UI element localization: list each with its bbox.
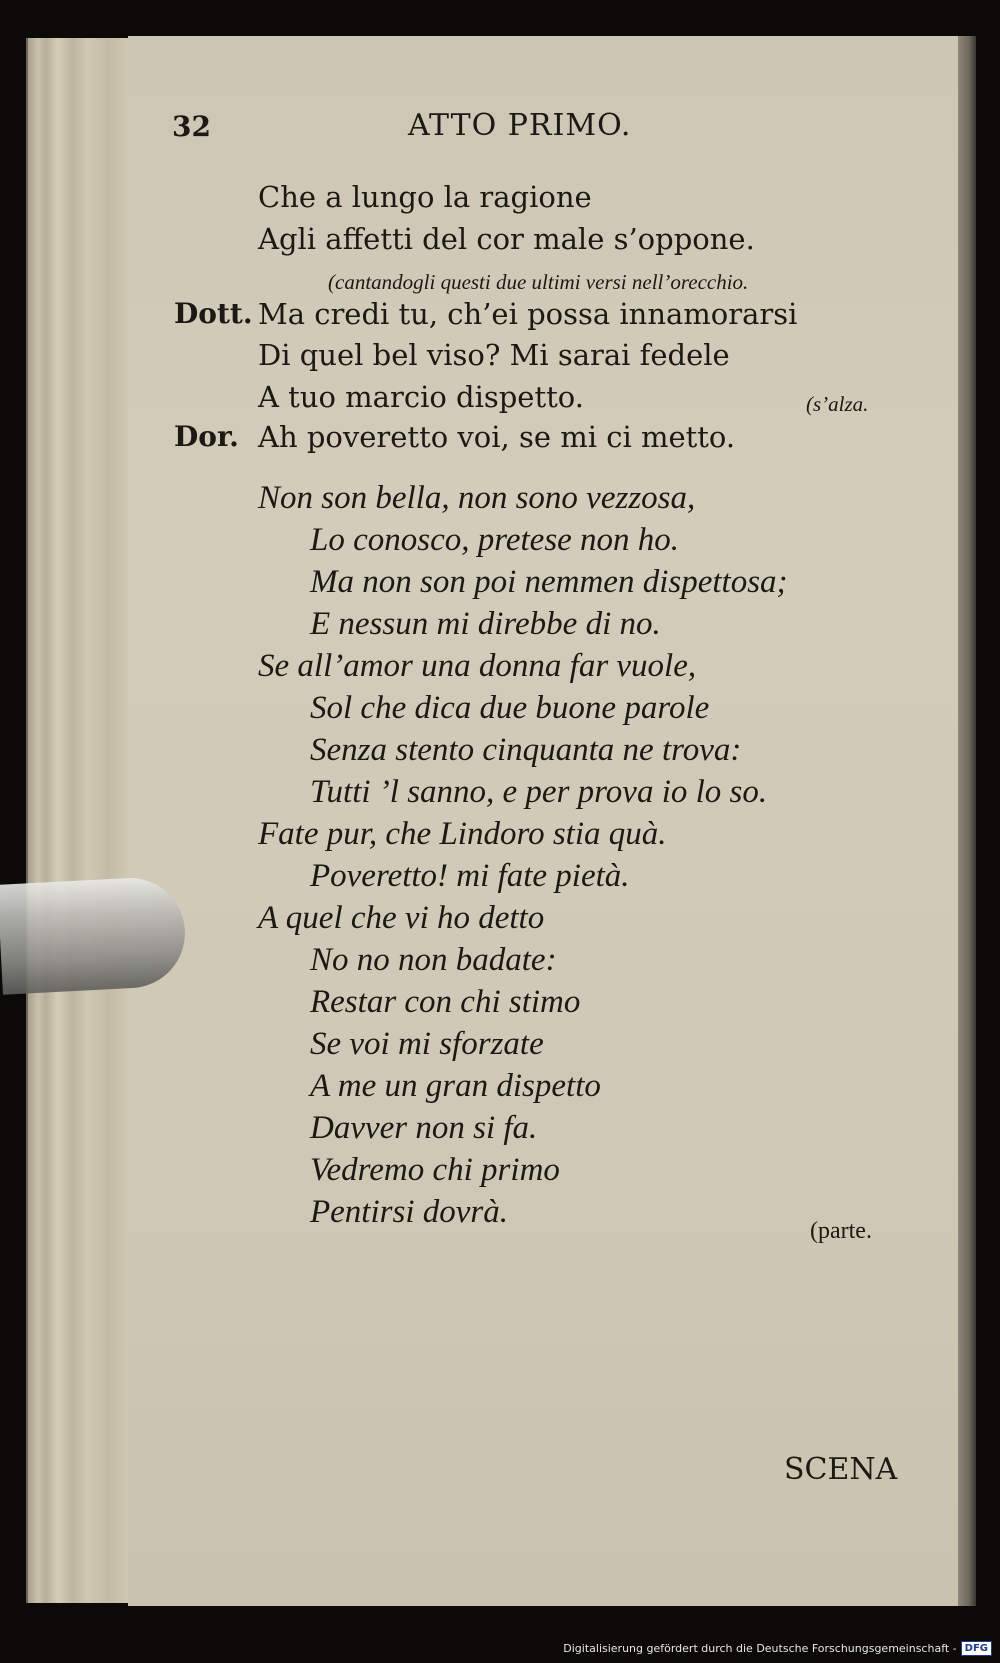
dfg-logo: DFG — [961, 1641, 992, 1656]
running-title: ATTO PRIMO. — [408, 108, 632, 143]
page-number: 32 — [172, 110, 211, 143]
aria-line: Ma non son poi nemmen dispettosa; — [310, 564, 788, 600]
bookmark-strip — [0, 875, 188, 995]
aria-line: A quel che vi ho detto — [258, 900, 545, 936]
stage-direction: (cantandogli questi due ultimi versi nell’orecchio. — [328, 270, 749, 294]
stage-direction: (s’alza. — [806, 392, 869, 416]
aria-line: Lo conosco, pretese non ho. — [310, 522, 680, 558]
aria-line: No no non badate: — [310, 942, 557, 978]
aria-line: Se voi mi sforzate — [310, 1026, 544, 1062]
verse-line: Che a lungo la ragione — [258, 180, 592, 214]
aria-line: Fate pur, che Lindoro stia quà. — [258, 816, 667, 852]
speaker-label: Dott. — [174, 297, 253, 330]
aria-line: Vedremo chi primo — [310, 1152, 560, 1188]
verse-line: Ah poveretto voi, se mi ci metto. — [258, 420, 736, 454]
aria-line: Davver non si fa. — [310, 1110, 538, 1146]
verse-line: Agli affetti del cor male s’oppone. — [258, 222, 755, 256]
verse-line: Di quel bel viso? Mi sarai fedele — [258, 338, 730, 372]
verse-line: A tuo marcio dispetto. — [258, 380, 584, 414]
page-stack-edge — [26, 38, 138, 1603]
stage-direction: (parte. — [810, 1218, 872, 1244]
aria-line: Poveretto! mi fate pietà. — [310, 858, 630, 894]
aria-line: Non son bella, non sono vezzosa, — [258, 480, 696, 516]
verse-line: Ma credi tu, ch’ei possa innamorarsi — [258, 297, 798, 331]
aria-line: Sol che dica due buone parole — [310, 690, 710, 726]
credit-text: Digitalisierung gefördert durch die Deutsche Forschungsgemeinschaft - — [563, 1641, 957, 1655]
speaker-label: Dor. — [174, 420, 239, 453]
aria-line: E nessun mi direbbe di no. — [310, 606, 661, 642]
aria-line: Tutti ’l sanno, e per prova io lo so. — [310, 774, 768, 810]
catchword: SCENA — [784, 1452, 898, 1487]
aria-line: Pentirsi dovrà. — [310, 1194, 508, 1230]
aria-line: Restar con chi stimo — [310, 984, 581, 1020]
aria-line: A me un gran dispetto — [310, 1068, 601, 1104]
aria-line: Se all’amor una donna far vuole, — [258, 648, 697, 684]
page-gutter-shadow — [958, 36, 976, 1606]
digitization-credit — [563, 1639, 992, 1657]
aria-line: Senza stento cinquanta ne trova: — [310, 732, 742, 768]
